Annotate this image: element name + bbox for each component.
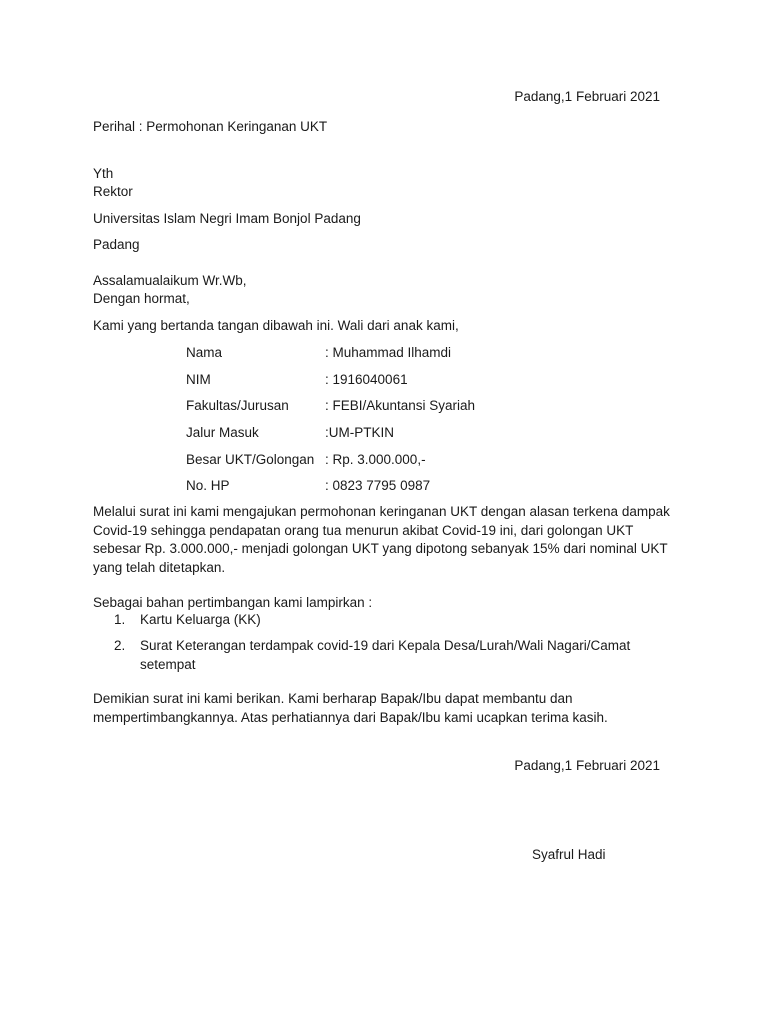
recipient-greeting: Yth [93,166,114,181]
attachment-number: 1. [114,612,126,627]
identity-value: : 1916040061 [325,372,408,387]
attachments-intro: Sebagai bahan pertimbangan kami lampirkan : [93,595,373,610]
signatory-name: Syafrul Hadi [532,847,606,862]
identity-value: : Muhammad Ilhamdi [325,345,452,360]
attachment-text: Kartu Keluarga (KK) [140,612,261,627]
identity-label: NIM [186,372,211,387]
identity-value: : FEBI/Akuntansi Syariah [325,398,476,413]
identity-label: Jalur Masuk [186,425,259,440]
identity-label: Besar UKT/Golongan [186,452,315,467]
identity-value: :UM-PTKIN [325,425,394,440]
closing-paragraph: Demikian surat ini kami berikan. Kami berharap Bapak/Ibu dapat membantu dan mempertimbangkannya. Atas perhatiannya dari Bapak/Ibu kami ucapkan terima kasih. [93,691,608,725]
body-paragraph: Melalui surat ini kami mengajukan permohonan keringanan UKT dengan alasan terkena dampak Covid-19 sehingga pendapatan orang tua menurun akibat Covid-19 ini, dari golongan UKT sebesar Rp. 3.000.000,- menjadi golongan UKT yang dipotong sebanyak 15% dari nominal UKT yang telah ditetapkan. [93,504,670,575]
opening: Dengan hormat, [93,291,190,306]
identity-value: : Rp. 3.000.000,- [325,452,426,467]
recipient-institution: Universitas Islam Negri Imam Bonjol Padang [93,211,361,226]
attachment-text: Surat Keterangan terdampak covid-19 dari Kepala Desa/Lurah/Wali Nagari/Camat setempat [140,638,631,672]
salutation: Assalamualaikum Wr.Wb, [93,273,247,288]
identity-label: Nama [186,345,223,360]
attachment-number: 2. [114,638,126,653]
identity-value: : 0823 7795 0987 [325,478,431,493]
identity-label: Fakultas/Jurusan [186,398,289,413]
subject-line: Perihal : Permohonan Keringanan UKT [93,119,328,134]
identity-label: No. HP [186,478,230,493]
intro-line: Kami yang bertanda tangan dibawah ini. Wali dari anak kami, [93,318,459,333]
date-bottom: Padang,1 Februari 2021 [514,758,660,773]
date-top: Padang,1 Februari 2021 [514,89,660,104]
recipient-city: Padang [93,237,140,252]
recipient-title: Rektor [93,184,133,199]
